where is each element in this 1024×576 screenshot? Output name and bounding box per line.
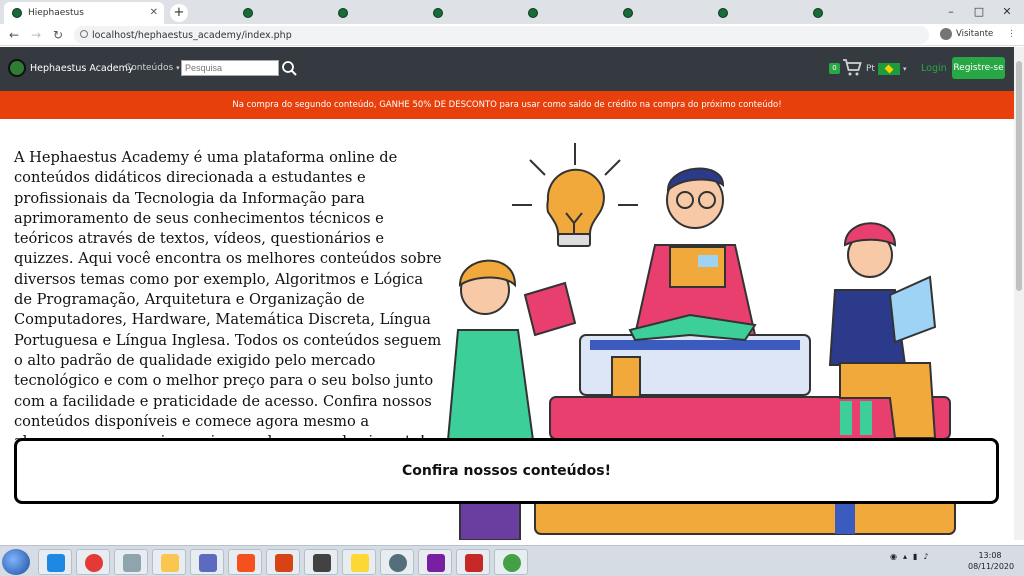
taskbar-teams-icon[interactable]: [190, 549, 224, 575]
tray-security-icon[interactable]: ◉: [890, 552, 897, 561]
taskbar-chrome-active-icon[interactable]: [494, 549, 528, 575]
browser-tab-inactive[interactable]: [520, 2, 605, 24]
shopping-cart-icon[interactable]: [842, 57, 862, 77]
site-favicon-icon: [718, 8, 728, 18]
close-window-icon[interactable]: ✕: [1002, 4, 1012, 18]
cart-count-badge: 0: [829, 63, 840, 74]
boy-reading-figure: [630, 169, 755, 340]
register-button[interactable]: Registre-se: [952, 57, 1005, 79]
tray-volume-icon[interactable]: ♪: [923, 552, 929, 561]
taskbar-acrobat-icon[interactable]: [456, 549, 490, 575]
search-icon[interactable]: [281, 60, 297, 76]
site-favicon-icon: [12, 8, 22, 18]
system-tray: [890, 552, 929, 561]
browser-tab-inactive[interactable]: [710, 2, 795, 24]
site-favicon-icon: [528, 8, 538, 18]
profile-button[interactable]: [940, 28, 1016, 40]
browser-tab-inactive[interactable]: [615, 2, 700, 24]
taskbar-network-icon[interactable]: [380, 549, 414, 575]
tray-arrow-icon[interactable]: ▴: [902, 552, 907, 561]
language-dropdown[interactable]: [866, 63, 906, 75]
reload-icon[interactable]: ↻: [52, 28, 64, 42]
site-navbar: [0, 47, 1014, 91]
browser-tab-active[interactable]: [4, 2, 164, 24]
clock-time: 13:08: [978, 551, 1002, 560]
taskbar-notes-icon[interactable]: [342, 549, 376, 575]
brand-link[interactable]: [8, 59, 134, 77]
browser-tab-inactive[interactable]: [425, 2, 510, 24]
browser-tab-inactive[interactable]: [805, 2, 890, 24]
maximize-window-icon[interactable]: □: [973, 4, 985, 18]
taskbar-xampp-icon[interactable]: [228, 549, 262, 575]
taskbar-app-icon[interactable]: [114, 549, 148, 575]
browser-tab-strip: [0, 0, 1024, 24]
taskbar-powerpoint-icon[interactable]: [266, 549, 300, 575]
taskbar-winrar-icon[interactable]: [418, 549, 452, 575]
browser-tab-inactive[interactable]: [330, 2, 415, 24]
browser-tab-inactive[interactable]: [235, 2, 320, 24]
windows-taskbar: [0, 545, 1024, 576]
forward-arrow-icon[interactable]: →: [30, 28, 42, 42]
profile-label: Visitante: [956, 29, 994, 39]
taskbar-sublime-icon[interactable]: [304, 549, 338, 575]
tray-network-icon[interactable]: ▮: [913, 552, 918, 561]
new-tab-button[interactable]: +: [170, 4, 188, 22]
site-favicon-icon: [243, 8, 253, 18]
browser-address-bar: [0, 24, 1024, 46]
url-input[interactable]: [74, 26, 929, 44]
site-favicon-icon: [338, 8, 348, 18]
conteudos-label: Conteúdos: [125, 63, 174, 73]
start-button-icon[interactable]: [2, 549, 30, 575]
login-link[interactable]: Login: [921, 63, 947, 74]
avatar-icon: [940, 28, 952, 40]
taskbar-ie-icon[interactable]: [38, 549, 72, 575]
site-favicon-icon: [433, 8, 443, 18]
taskbar-clock[interactable]: [968, 550, 1015, 572]
clock-date: 08/11/2020: [968, 562, 1015, 571]
see-contents-button[interactable]: Confira nossos conteúdos!: [14, 438, 999, 504]
conteudos-dropdown[interactable]: [125, 63, 180, 73]
page-scrollbar[interactable]: [1014, 47, 1024, 540]
back-arrow-icon[interactable]: ←: [8, 28, 20, 42]
caret-down-icon: ▾: [902, 65, 907, 73]
scrollbar-thumb[interactable]: [1016, 61, 1022, 291]
language-label: Pt: [866, 64, 875, 74]
lightbulb-icon: [512, 143, 638, 246]
brazil-flag-icon: [878, 63, 900, 75]
info-icon[interactable]: [80, 30, 88, 38]
search-input[interactable]: [181, 60, 279, 76]
caret-down-icon: ▾: [176, 64, 180, 72]
tab-title: Hiephaestus: [28, 8, 84, 18]
minimize-window-icon[interactable]: –: [948, 4, 954, 18]
site-favicon-icon: [813, 8, 823, 18]
taskbar-chrome-icon[interactable]: [76, 549, 110, 575]
more-menu-icon[interactable]: ⋮: [1007, 29, 1016, 39]
intro-paragraph: A Hephaestus Academy é uma plataforma online de conteúdos didáticos direcionada a estudantes e profissionais da Tecnologia da Informação para aprimoramento de seus conhecimentos técnicos e teóricos através de textos, vídeos, questionários e quizzes. Aqui você encontra os melhores conteúdos sobre diversos temas como por exemplo, Algoritmos e Lógica de Programação, Arquitetura e Organização de Computadores, Hardware, Matemática Discreta, Língua Portuguesa e Língua Inglesa. Todos os conteúdos seguem o alto padrão de qualidade exigido pelo mercado tecnológico e com o melhor preço para o seu bolso junto com a facilidade e praticidade de acesso. Confira nossos conteúdos disponíveis e comece agora mesmo a: [14, 149, 442, 430]
brand-logo-icon: [8, 59, 26, 77]
close-tab-icon[interactable]: ✕: [149, 7, 158, 18]
site-favicon-icon: [623, 8, 633, 18]
url-text: localhost/hephaestus_academy/index.php: [92, 29, 292, 41]
brand-name: Hephaestus Academy: [30, 62, 134, 74]
taskbar-explorer-icon[interactable]: [152, 549, 186, 575]
promo-banner: Na compra do segundo conteúdo, GANHE 50% DE DESCONTO para usar como saldo de crédito na compra do próximo conteúdo!: [0, 91, 1014, 119]
